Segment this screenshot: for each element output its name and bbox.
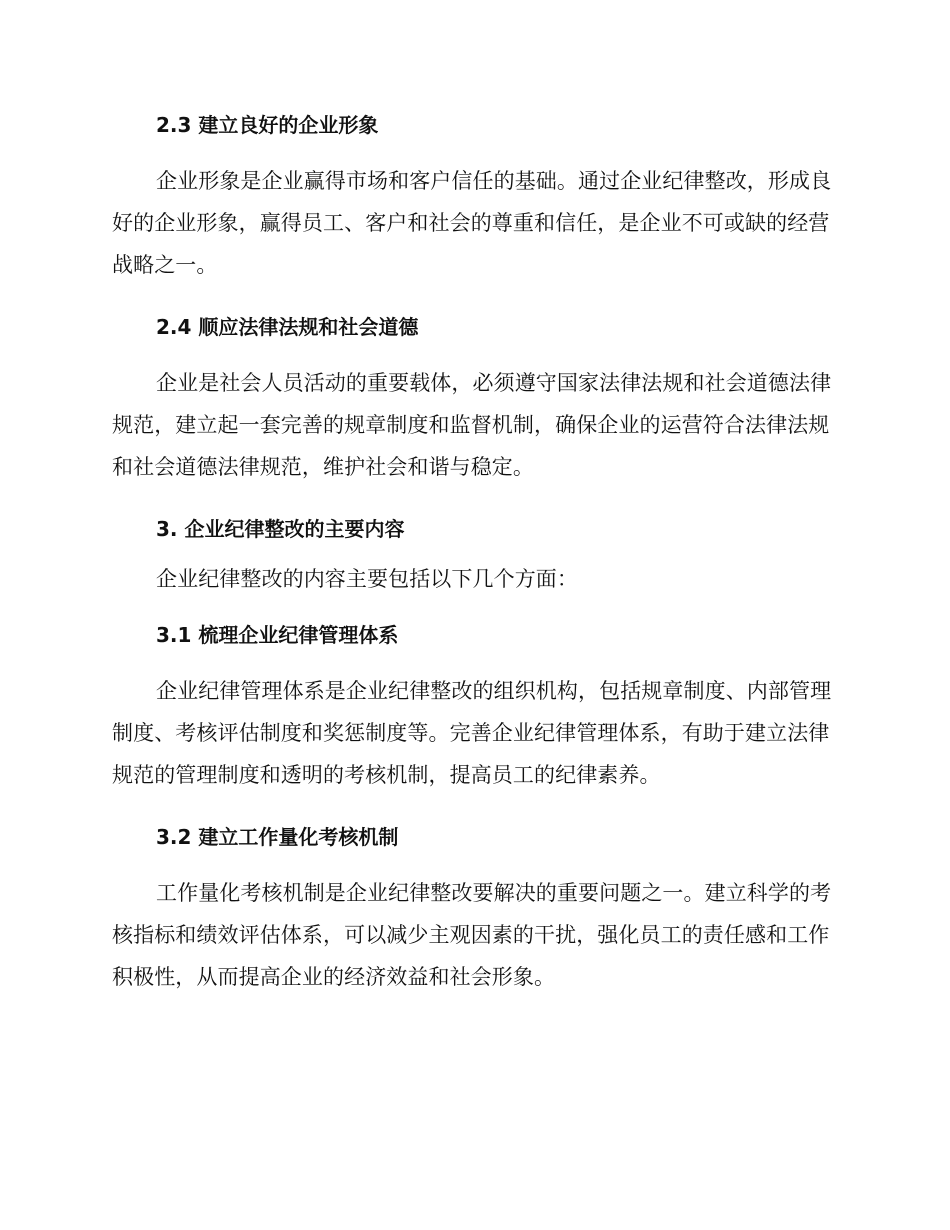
section-heading: 2.4 顺应法律法规和社会道德: [156, 315, 419, 339]
section-heading: 3.1 梳理企业纪律管理体系: [156, 623, 399, 647]
section-heading: 3.2 建立工作量化考核机制: [156, 825, 399, 849]
section-paragraph: 工作量化考核机制是企业纪律整改要解决的重要问题之一。建立科学的考核指标和绩效评估体系，可以减少主观因素的干扰，强化员工的责任感和工作积极性，从而提高企业的经济效益和社会形象。: [112, 881, 832, 989]
section-paragraph: 企业纪律整改的内容主要包括以下几个方面：: [156, 567, 578, 591]
document-page: [112, 110, 832, 998]
section-paragraph: 企业形象是企业赢得市场和客户信任的基础。通过企业纪律整改，形成良好的企业形象，赢得员工、客户和社会的尊重和信任，是企业不可或缺的经营战略之一。: [112, 169, 832, 277]
section-heading: 3. 企业纪律整改的主要内容: [156, 517, 405, 541]
section-paragraph: 企业纪律管理体系是企业纪律整改的组织机构，包括规章制度、内部管理制度、考核评估制度和奖惩制度等。完善企业纪律管理体系，有助于建立法律规范的管理制度和透明的考核机制，提高员工的纪律素养。: [112, 679, 832, 787]
section-heading: 2.3 建立良好的企业形象: [156, 113, 379, 137]
section-paragraph: 企业是社会人员活动的重要载体，必须遵守国家法律法规和社会道德法律规范，建立起一套完善的规章制度和监督机制，确保企业的运营符合法律法规和社会道德法律规范，维护社会和谐与稳定。: [112, 371, 832, 479]
